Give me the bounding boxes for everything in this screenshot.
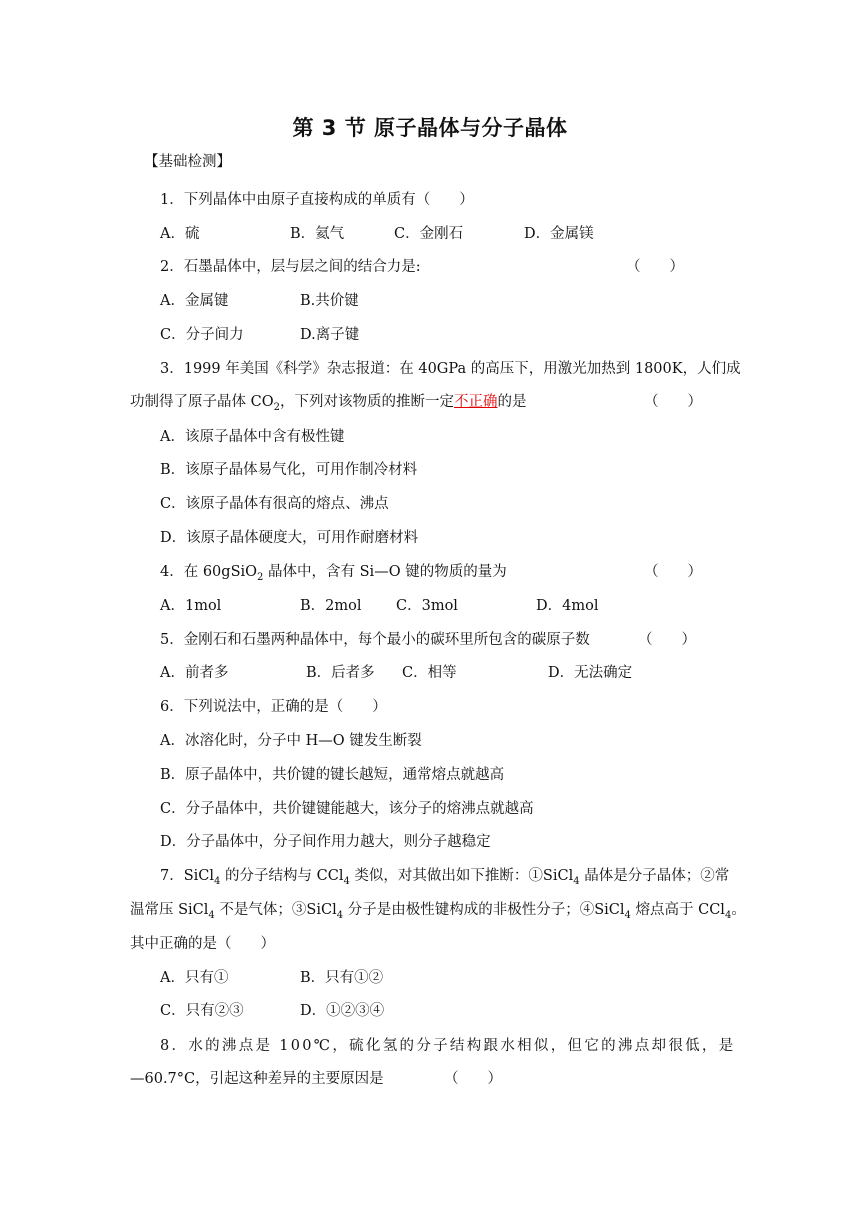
question-1-stem: 1．下列晶体中由原子直接构成的单质有（ ） xyxy=(160,192,474,208)
q1-option-a: A．硫 xyxy=(160,226,200,242)
q3-text-c: 的是 xyxy=(497,394,527,410)
q7-option-d: D．①②③④ xyxy=(300,1003,385,1019)
q4-option-d: D．4mol xyxy=(536,598,599,614)
q7-subscript: 4 xyxy=(208,909,215,921)
q1-option-c: C．金刚石 xyxy=(394,226,464,242)
question-2-answer-blank: （ ） xyxy=(626,259,684,275)
question-2-stem: 2．石墨晶体中，层与层之间的结合力是: xyxy=(160,259,421,275)
q4-option-c: C．3mol xyxy=(396,598,458,614)
q5-option-c: C．相等 xyxy=(402,665,457,681)
question-4-answer-blank: （ ） xyxy=(644,564,702,580)
question-8-answer-blank: （ ） xyxy=(444,1071,502,1087)
q7-text: 不是气体；③SiCl xyxy=(214,902,337,918)
q3-option-a: A．该原子晶体中含有极性键 xyxy=(160,429,345,445)
question-8-line-2: —60.7°C，引起这种差异的主要原因是 xyxy=(130,1071,384,1087)
q7-text: 晶体是分子晶体；②常 xyxy=(579,868,730,884)
q6-option-c: C．分子晶体中，共价键键能越大，该分子的熔沸点就越高 xyxy=(160,801,534,817)
q1-option-b: B．氦气 xyxy=(290,226,345,242)
question-5-stem: 5．金刚石和石墨两种晶体中，每个最小的碳环里所包含的碳原子数 xyxy=(160,632,590,648)
question-4-stem xyxy=(160,562,507,582)
q7-text: 7．SiCl xyxy=(160,868,215,884)
page-title: 第 3 节 原子晶体与分子晶体 xyxy=(292,116,568,140)
question-7-line-3: 其中正确的是（ ） xyxy=(130,936,275,952)
q6-option-b: B．原子晶体中，共价键的键长越短，通常熔点就越高 xyxy=(160,767,505,783)
q1-option-d: D．金属镁 xyxy=(524,226,594,242)
q7-text: 熔点高于 CCl xyxy=(630,902,725,918)
q5-option-d: D．无法确定 xyxy=(548,665,633,681)
q7-text: 分子是由极性键构成的非极性分子；④SiCl xyxy=(343,902,625,918)
question-6-stem: 6．下列说法中，正确的是（ ） xyxy=(160,699,387,715)
q6-option-d: D．分子晶体中，分子间作用力越大，则分子越稳定 xyxy=(160,834,491,850)
q7-text: 类似，对其做出如下推断：①SiCl xyxy=(349,868,574,884)
q7-option-c: C．只有②③ xyxy=(160,1003,244,1019)
question-3-line-2 xyxy=(130,392,526,412)
q7-option-a: A．只有① xyxy=(160,970,229,986)
q3-subscript: 2 xyxy=(273,401,280,413)
q3-text-a: 功制得了原子晶体 CO xyxy=(130,394,274,410)
q2-option-b: B.共价键 xyxy=(300,293,359,309)
q3-emphasis-not-correct: 不正确 xyxy=(453,394,498,410)
q7-text: 。 xyxy=(731,902,746,918)
q4-subscript: 2 xyxy=(257,571,264,583)
question-3-line-1: 3．1999 年美国《科学》杂志报道：在 40GPa 的高压下，用激光加热到 1800K，人们成 xyxy=(160,361,741,377)
q3-option-b: B．该原子晶体易气化，可用作制冷材料 xyxy=(160,462,418,478)
q6-option-a: A．冰溶化时，分子中 H—O 键发生断裂 xyxy=(160,733,422,749)
q7-subscript: 4 xyxy=(624,909,631,921)
q7-subscript: 4 xyxy=(343,875,350,887)
q2-option-a: A．金属键 xyxy=(160,293,229,309)
q4-option-a: A．1mol xyxy=(160,598,222,614)
q5-option-b: B．后者多 xyxy=(306,665,375,681)
question-7-line-2 xyxy=(130,900,746,920)
question-5-answer-blank: （ ） xyxy=(638,632,696,648)
q7-text: 温常压 SiCl xyxy=(130,902,209,918)
q3-option-c: C．该原子晶体有很高的熔点、沸点 xyxy=(160,496,389,512)
question-8-line-1: 8．水的沸点是 100℃，硫化氢的分子结构跟水相似，但它的沸点却很低，是 xyxy=(160,1038,736,1054)
q2-option-d: D.离子键 xyxy=(300,327,360,343)
question-3-answer-blank: （ ） xyxy=(644,394,702,410)
q4-text-a: 4．在 60gSiO xyxy=(160,564,258,580)
q3-option-d: D．该原子晶体硬度大，可用作耐磨材料 xyxy=(160,530,419,546)
q2-option-c: C．分子间力 xyxy=(160,327,244,343)
q7-subscript: 4 xyxy=(573,875,580,887)
q4-text-b: 晶体中，含有 Si—O 键的物质的量为 xyxy=(263,564,507,580)
q7-option-b: B．只有①② xyxy=(300,970,384,986)
q5-option-a: A．前者多 xyxy=(160,665,229,681)
q7-text: 的分子结构与 CCl xyxy=(220,868,344,884)
q4-option-b: B．2mol xyxy=(300,598,362,614)
q3-text-b: ，下列对该物质的推断一定 xyxy=(279,394,454,410)
q7-subscript: 4 xyxy=(724,909,732,921)
q7-subscript: 4 xyxy=(336,909,344,921)
section-heading: 【基础检测】 xyxy=(144,154,231,170)
q7-subscript: 4 xyxy=(214,875,221,887)
question-7-line-1 xyxy=(160,866,729,886)
